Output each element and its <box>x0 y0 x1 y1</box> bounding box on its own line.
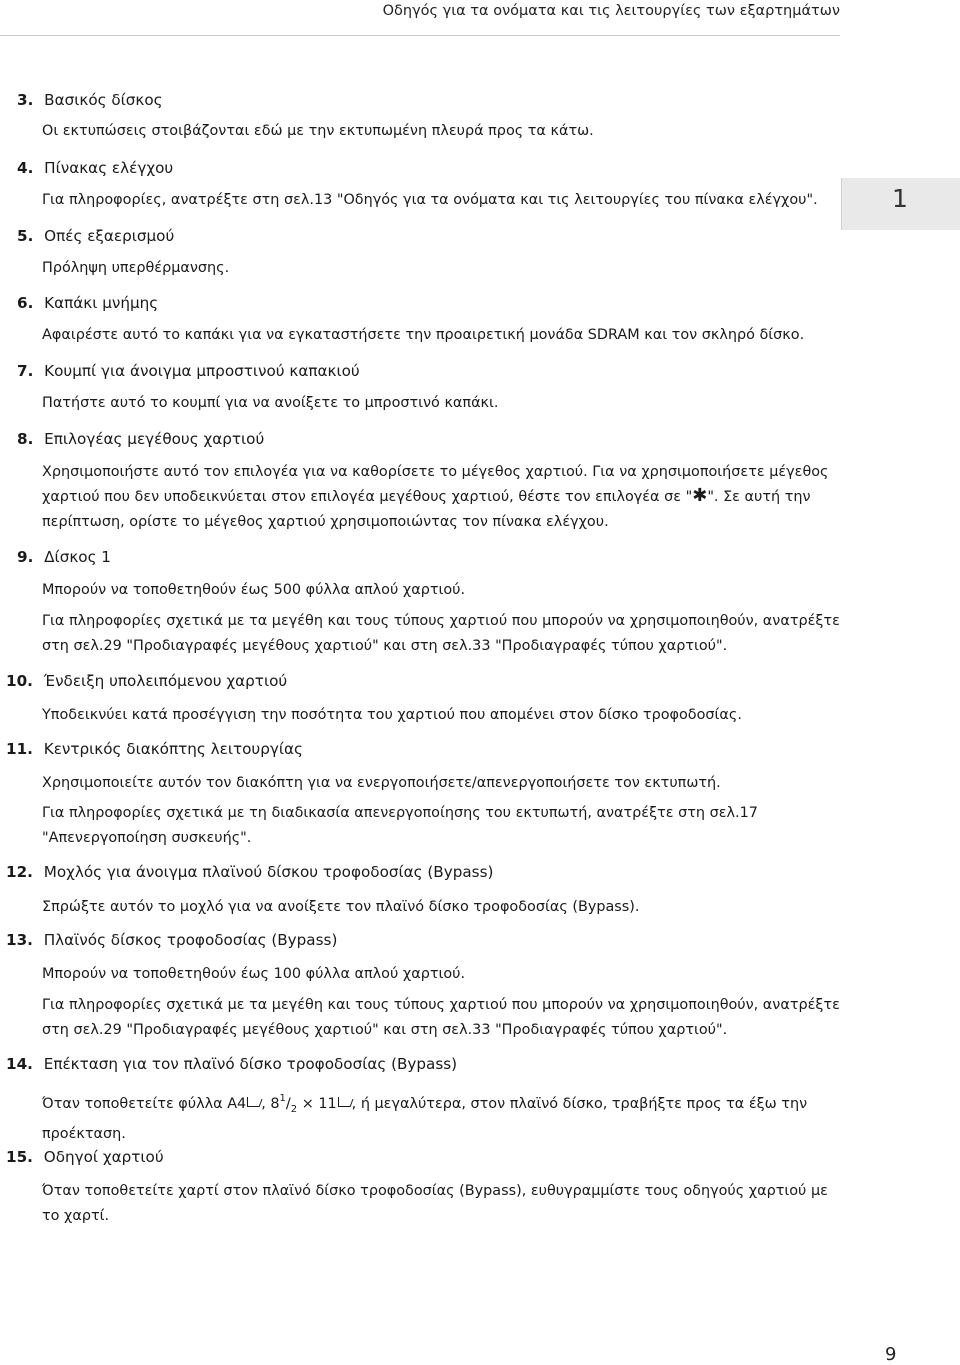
item-3-text: Οι εκτυπώσεις στοιβάζονται εδώ με την εκτυπωμένη πλευρά προς τα κάτω. <box>42 123 594 139</box>
item-title: Δίσκος 1 <box>44 548 111 566</box>
item-number: 11. <box>6 740 33 758</box>
item-number: 3. <box>17 91 34 109</box>
item-6-heading <box>17 294 158 312</box>
item-title: Ένδειξη υπολειπόμενου χαρτιού <box>43 672 288 690</box>
item-title: Βασικός δίσκος <box>44 91 163 109</box>
item-8-heading <box>17 430 264 448</box>
item-15-heading <box>6 1148 164 1166</box>
chapter-tab <box>841 178 960 230</box>
item-9-text-2: Για πληροφορίες σχετικά με τα μεγέθη και τους τύπους χαρτιού που μπορούν να χρησιμοποιηθούν, ανατρέξτε στη σελ.29 "Προδιαγραφές μεγέθους χαρτιού" και στη σελ.33 "Προδιαγραφές τύπου χαρτιού". <box>42 613 840 654</box>
item-13-text-1: Μπορούν να τοποθετηθούν έως 100 φύλλα απλού χαρτιού. <box>42 966 466 982</box>
item-12-heading <box>6 863 493 881</box>
item-title: Επιλογέας μεγέθους χαρτιού <box>44 430 265 448</box>
item-7-heading <box>17 362 360 380</box>
text-segment: , ή μεγαλύτερα, στον πλαϊνό δίσκο, τραβήξτε προς τα έξω την προέκταση. <box>42 1096 808 1142</box>
item-14-text <box>42 1086 832 1147</box>
item-title: Οδηγοί χαρτιού <box>43 1148 164 1166</box>
item-title: Επέκταση για τον πλαϊνό δίσκο τροφοδοσίας (Bypass) <box>43 1055 458 1073</box>
page-number: 9 <box>885 1344 897 1365</box>
text-segment: , 8 <box>261 1096 280 1112</box>
item-5-text: Πρόληψη υπερθέρμανσης. <box>42 260 230 276</box>
text-segment: × 11 <box>297 1096 337 1112</box>
item-10-heading <box>6 672 287 690</box>
text-segment: Όταν τοποθετείτε φύλλα A4 <box>42 1096 247 1112</box>
item-4-text: Για πληροφορίες, ανατρέξτε στη σελ.13 "Οδηγός για τα ονόματα και τις λειτουργίες του πίνακα ελέγχου". <box>42 192 818 208</box>
item-title: Καπάκι μνήμης <box>44 294 159 312</box>
item-4-heading <box>17 159 173 177</box>
paper-landscape-icon <box>246 1096 261 1109</box>
item-14-heading <box>6 1055 457 1073</box>
item-title: Κουμπί για άνοιγμα μπροστινού καπακιού <box>44 362 360 380</box>
item-8-text <box>42 460 842 535</box>
item-11-text-1: Χρησιμοποιείτε αυτόν τον διακόπτη για να ενεργοποιήσετε/απενεργοποιήσετε τον εκτυπωτή. <box>42 775 721 791</box>
item-9-text-1: Μπορούν να τοποθετηθούν έως 500 φύλλα απλού χαρτιού. <box>42 582 466 598</box>
item-title: Πίνακας ελέγχου <box>44 159 174 177</box>
item-title: Οπές εξαερισμού <box>44 227 175 245</box>
item-number: 6. <box>17 294 34 312</box>
item-15-text: Όταν τοποθετείτε χαρτί στον πλαϊνό δίσκο τροφοδοσίας (Bypass), ευθυγραμμίστε τους οδηγούς χαρτιού με το χαρτί. <box>42 1183 828 1224</box>
item-number: 15. <box>6 1148 33 1166</box>
paper-landscape-icon <box>337 1096 352 1109</box>
item-6-text: Αφαιρέστε αυτό το καπάκι για να εγκαταστήσετε την προαιρετική μονάδα SDRAM και τον σκληρό δίσκο. <box>42 327 805 343</box>
chapter-number: 1 <box>892 184 908 213</box>
fraction-denominator: 2 <box>290 1104 298 1115</box>
item-7-text: Πατήστε αυτό το κουμπί για να ανοίξετε το μπροστινό καπάκι. <box>42 395 499 411</box>
item-5-heading <box>17 227 174 245</box>
item-8-text-part1: Χρησιμοποιήστε αυτό τον επιλογέα για να καθορίσετε το μέγεθος χαρτιού. Για να χρησιμοποιήσετε μέγεθος χαρτιού που δεν υποδεικνύεται στον επιλογέα μεγέθους χαρτιού, θέστε τον επιλογέα σε " <box>42 464 829 505</box>
item-number: 7. <box>17 362 34 380</box>
item-13-heading <box>6 931 337 949</box>
asterisk-symbol-icon: ✱ <box>692 485 708 506</box>
item-number: 14. <box>6 1055 33 1073</box>
running-header: Οδηγός για τα ονόματα και τις λειτουργίες των εξαρτημάτων <box>382 3 840 19</box>
item-10-text: Υποδεικνύει κατά προσέγγιση την ποσότητα του χαρτιού που απομένει στον δίσκο τροφοδοσίας. <box>42 707 742 723</box>
item-11-heading <box>6 740 303 758</box>
item-9-heading <box>17 548 111 566</box>
item-3-heading <box>17 91 163 109</box>
item-number: 13. <box>6 931 33 949</box>
item-number: 5. <box>17 227 34 245</box>
item-12-text: Σπρώξτε αυτόν το μοχλό για να ανοίξετε τον πλαϊνό δίσκο τροφοδοσίας (Bypass). <box>42 899 640 915</box>
item-number: 8. <box>17 430 34 448</box>
fraction-slash: / <box>285 1096 291 1112</box>
header-rule <box>0 35 840 36</box>
item-title: Κεντρικός διακόπτης λειτουργίας <box>43 740 303 758</box>
item-number: 4. <box>17 159 34 177</box>
item-number: 9. <box>17 548 34 566</box>
item-13-text-2: Για πληροφορίες σχετικά με τα μεγέθη και τους τύπους χαρτιού που μπορούν να χρησιμοποιηθούν, ανατρέξτε στη σελ.29 "Προδιαγραφές μεγέθους χαρτιού" και στη σελ.33 "Προδιαγραφές τύπου χαρτιού". <box>42 997 840 1038</box>
item-8-text-part2: ". Σε αυτή την περίπτωση, ορίστε το μέγεθος χαρτιού χρησιμοποιώντας τον πίνακα ελέγχου. <box>42 489 811 530</box>
fraction-numerator: 1 <box>279 1093 286 1104</box>
item-11-text-2: Για πληροφορίες σχετικά με τη διαδικασία απενεργοποίησης του εκτυπωτή, ανατρέξτε στη σελ.17 "Απενεργοποίηση συσκευής". <box>42 805 758 846</box>
item-title: Πλαϊνός δίσκος τροφοδοσίας (Bypass) <box>43 931 338 949</box>
item-title: Μοχλός για άνοιγμα πλαϊνού δίσκου τροφοδοσίας (Bypass) <box>43 863 494 881</box>
item-number: 12. <box>6 863 33 881</box>
item-number: 10. <box>6 672 33 690</box>
